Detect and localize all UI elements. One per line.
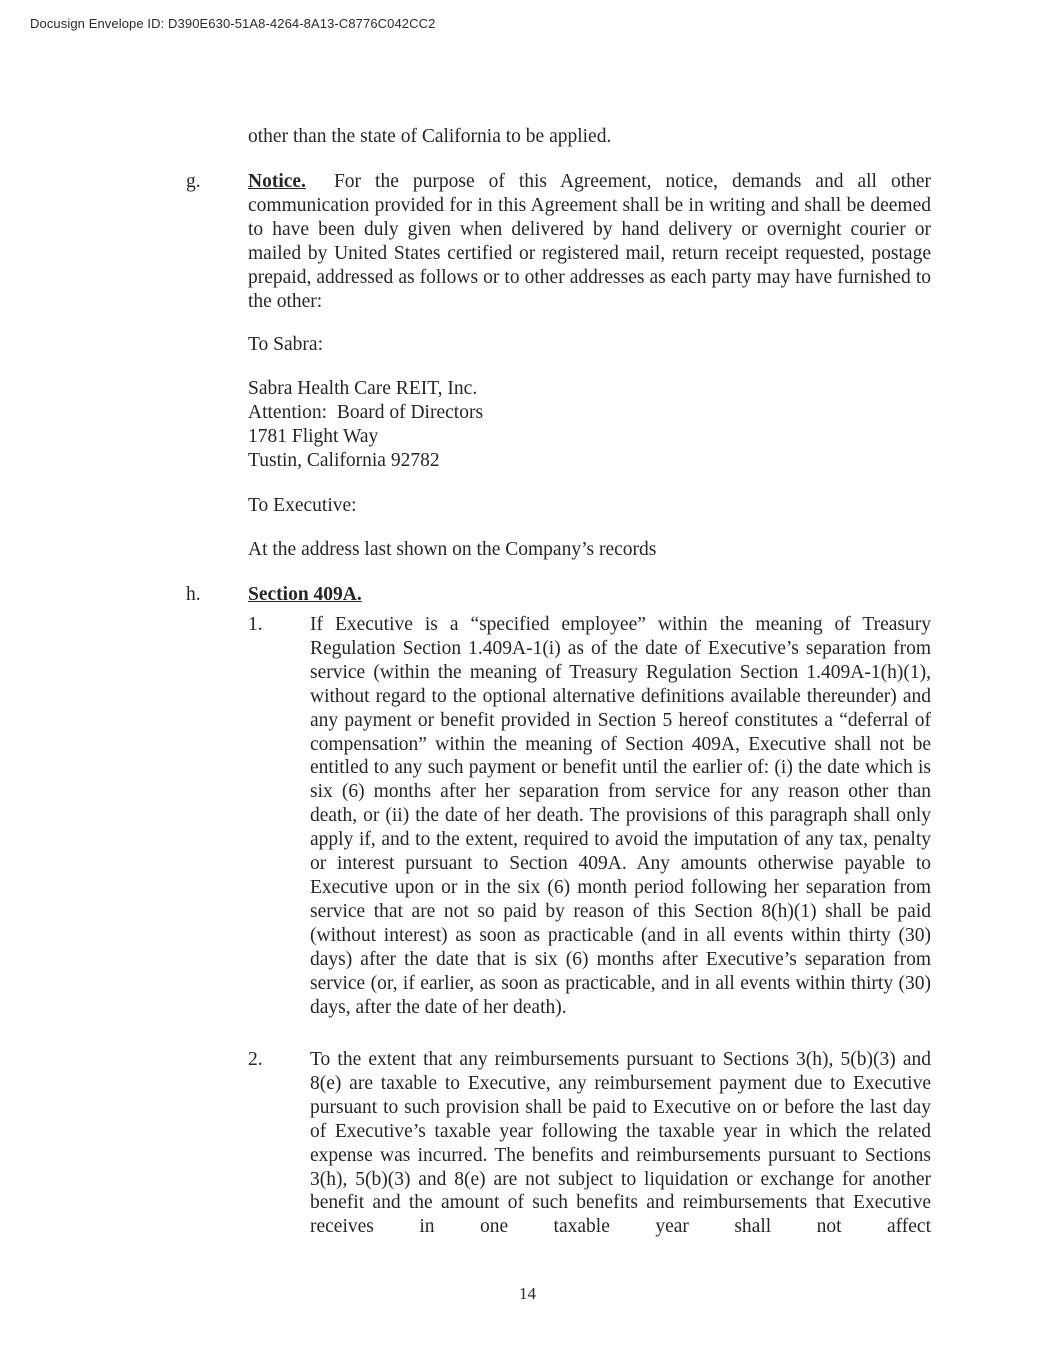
section-h-marker: h. — [186, 584, 201, 605]
address-line: 1781 Flight Way — [248, 426, 379, 447]
address-line: Attention: Board of Directors — [248, 402, 484, 423]
section-h-item-2-text: To the extent that any reimbursements pursuant to Sections 3(h), 5(b)(3) and 8(e) are taxable to Executive, any reimbursement payment due to Executive pursuant to such provision shall be paid to Executive on or before the last day of Executive’s taxable year following the taxable year in which the related expense was incurred. The benefits and reimbursements pursuant to Sections 3(h), 5(b)(3) and 8(e) are not subject to liquidation or exchange for another benefit and the amount of such benefits and reimbursements that Executive receives in one taxable year shall not affect — [310, 1049, 931, 1238]
section-g-text: For the purpose of this Agreement, notice, demands and all other communication provided for in this Agreement shall be in writing and shall be deemed to have been duly given when delivered by hand delivery or overnight courier or mailed by United States certified or registered mail, return receipt requested, postage prepaid, addressed as follows or to other addresses as each party may have furnished to the other: — [248, 171, 932, 312]
address-line: Tustin, California 92782 — [248, 450, 440, 471]
section-h-item-1-text: If Executive is a “specified employee” within the meaning of Treasury Regulation Section 1.409A-1(i) as of the date of Executive’s separation from service (within the meaning of Treasury Regulation Section 1.409A-1(h)(1), without regard to the optional alternative definitions available thereunder) and any payment or benefit provided in Section 5 hereof constitutes a “deferral of compensation” within the meaning of Section 409A, Executive shall not be entitled to any such payment or benefit until the earlier of: (i) the date which is six (6) months after her separation from service for any reason other than death, or (ii) the date of her death. The provisions of this paragraph shall only apply if, and to the extent, required to avoid the imputation of any tax, penalty or interest pursuant to Section 409A. Any amounts otherwise payable to Executive upon or in the six (6) month period following her separation from service that are not so paid by reason of this Section 8(h)(1) shall be paid (without interest) as soon as practicable (and in all events within thirty (30) days) after the date that is six (6) months after Executive’s separation from service (or, if earlier, as soon as practicable, and in all events within thirty (30) days, after the date of her death). — [310, 614, 931, 1018]
address-line: Sabra Health Care REIT, Inc. — [248, 378, 478, 399]
section-g-marker: g. — [186, 171, 201, 192]
docusign-envelope-id: Docusign Envelope ID: D390E630-51A8-4264-8A13-C8776C042CC2 — [30, 16, 436, 31]
item-number: 2. — [248, 1049, 263, 1070]
sabra-address — [248, 377, 931, 473]
continued-paragraph: other than the state of California to be applied. — [248, 126, 612, 147]
section-g-heading: Notice. — [248, 171, 306, 192]
to-sabra-label: To Sabra: — [248, 334, 323, 355]
section-g-paragraph — [248, 170, 931, 314]
section-h-heading: Section 409A. — [248, 584, 362, 605]
to-executive-label: To Executive: — [248, 495, 357, 516]
page-number: 14 — [519, 1284, 536, 1303]
executive-address: At the address last shown on the Company’s records — [248, 539, 657, 560]
item-number: 1. — [248, 614, 263, 635]
